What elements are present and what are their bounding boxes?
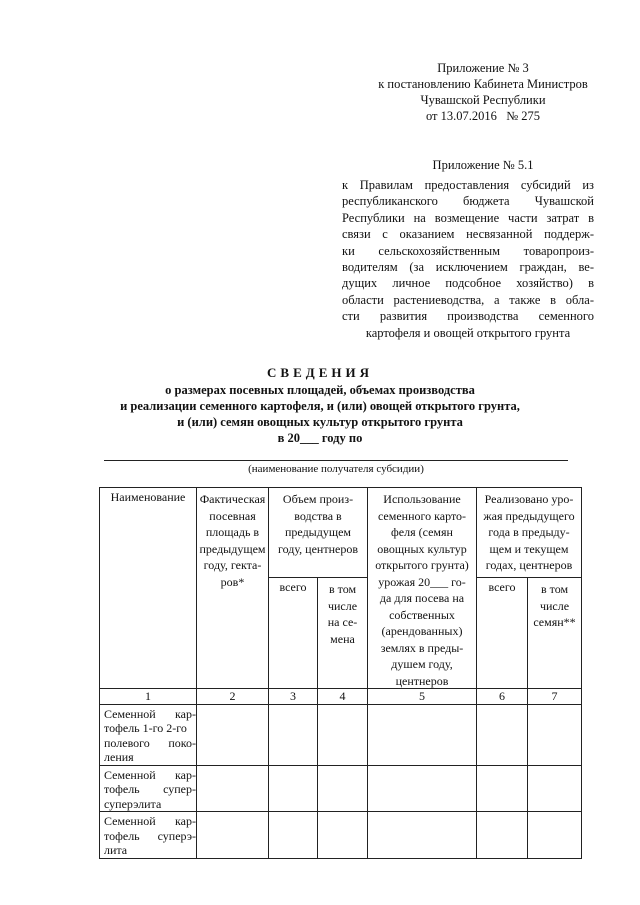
header-sold-total: всего — [477, 578, 528, 689]
data-cell[interactable] — [197, 704, 269, 765]
data-cell[interactable] — [477, 812, 528, 859]
annex-3-header — [358, 60, 608, 124]
row-label: Семенной кар- тофель суперэ- лита — [100, 812, 197, 859]
header-sold-label: Реализовано уро- жая предыдущего года в предыду- щем и текущем годах, центнеров — [483, 492, 575, 572]
subtitle-line: и (или) семян овощных культур открытого грунта — [177, 415, 463, 429]
data-cell[interactable] — [528, 704, 582, 765]
subtitle-line: о размерах посевных площадей, объемах производства — [165, 383, 475, 397]
data-cell[interactable] — [318, 765, 368, 812]
column-number: 3 — [269, 689, 318, 705]
header-sold-seeds: в том числе семян** — [528, 578, 582, 689]
column-number: 5 — [368, 689, 477, 705]
header-name — [100, 488, 197, 689]
row-label: Семенной кар- тофель супер- суперэлита — [100, 765, 197, 812]
data-cell[interactable] — [477, 704, 528, 765]
recipient-caption: (наименование получателя субсидии) — [248, 463, 424, 475]
column-number: 1 — [100, 689, 197, 705]
column-number: 6 — [477, 689, 528, 705]
header-usage — [368, 488, 477, 689]
data-cell[interactable] — [197, 765, 269, 812]
header-sold — [477, 488, 582, 578]
data-cell[interactable] — [368, 704, 477, 765]
column-number: 2 — [197, 689, 269, 705]
annex-line: водителям (за исключением граждан, ве- — [342, 260, 594, 275]
data-table — [99, 487, 582, 859]
annex-line: Приложение № 3 — [437, 61, 529, 75]
header-volume — [269, 488, 368, 578]
data-cell[interactable] — [477, 765, 528, 812]
table-row — [100, 704, 582, 765]
data-cell[interactable] — [528, 765, 582, 812]
header-name-label: Наименование — [110, 490, 186, 504]
annex-line: области растениеводства, а также в обла- — [342, 292, 594, 307]
subtitle-line: и реализации семенного картофеля, и (или) овощей открытого грунта, — [120, 399, 520, 413]
annex-5-1-title: Приложение № 5.1 — [432, 158, 534, 172]
data-cell[interactable] — [197, 812, 269, 859]
column-number: 7 — [528, 689, 582, 705]
header-volume-label: Объем произ- водства в предыдущем году, центнеров — [277, 492, 358, 556]
header-volume-total: всего — [269, 578, 318, 689]
subtitle-line: в 20___ году по — [277, 431, 363, 445]
data-cell[interactable] — [368, 765, 477, 812]
data-cell[interactable] — [269, 812, 318, 859]
annex-5-1-body — [342, 177, 594, 341]
annex-line: республиканского бюджета Чувашской — [342, 194, 594, 209]
annex-line: к постановлению Кабинета Министров — [378, 77, 588, 91]
annex-line: картофеля и овощей открытого грунта — [365, 325, 571, 340]
recipient-fill-line — [104, 460, 568, 461]
annex-line: Чувашской Республики — [420, 93, 546, 107]
header-usage-label: Использование семенного карто- феля (семян овощных культур открытого грунта) урожая 20___ го- да для посева на собственных (арендованных) землях в преды- душем году, центнеров — [375, 492, 469, 688]
annex-line: к Правилам предоставления субсидий из — [342, 178, 594, 192]
header-area-label: Фактическая посевная площадь в предыдущем году, гекта- ров* — [199, 492, 266, 589]
annex-line: сти развития производства семенного — [342, 309, 594, 324]
annex-line: от 13.07.2016 № 275 — [425, 109, 541, 123]
document-subtitle — [90, 382, 550, 446]
annex-line: дущих личное подсобное хозяйство) в — [342, 276, 594, 291]
table-row — [100, 765, 582, 812]
data-cell[interactable] — [269, 704, 318, 765]
annex-line: ки сельскохозяйственным товаропроиз- — [342, 243, 594, 258]
data-cell[interactable] — [528, 812, 582, 859]
annex-line: Республики на возмещение части затрат в — [342, 210, 594, 225]
header-volume-seeds: в том числе на се- мена — [318, 578, 368, 689]
annex-line: связи с оказанием несвязанной поддерж- — [342, 227, 594, 242]
row-label: Семенной кар- тофель 1-го 2-го полевого поко- ления — [100, 704, 197, 765]
header-area — [197, 488, 269, 689]
column-number: 4 — [318, 689, 368, 705]
data-cell[interactable] — [368, 812, 477, 859]
column-numbers-row — [100, 689, 582, 705]
data-cell[interactable] — [269, 765, 318, 812]
document-title: СВЕДЕНИЯ — [267, 365, 373, 380]
data-cell[interactable] — [318, 812, 368, 859]
data-cell[interactable] — [318, 704, 368, 765]
table-row — [100, 812, 582, 859]
